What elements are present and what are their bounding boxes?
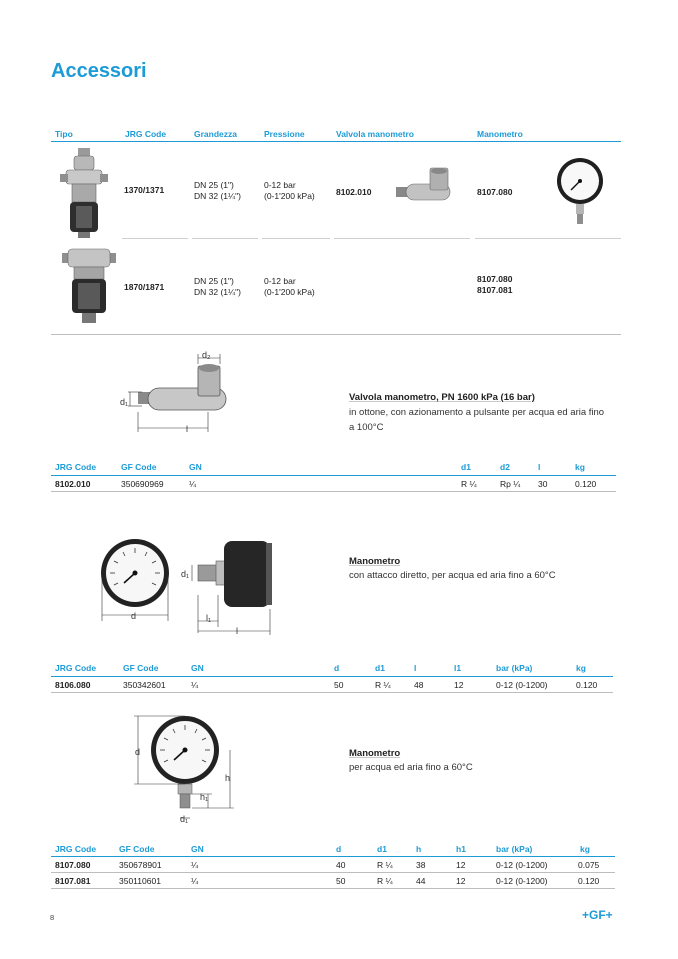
s1-row1-gf: 350690969 [121, 479, 164, 489]
section2-title: Manometro [349, 556, 401, 567]
s2-col-l1: l1 [454, 663, 462, 673]
s3-row2-jrg: 8107.081 [55, 876, 91, 886]
s2-col-jrg-code: JRG Code [55, 663, 97, 673]
s2-col-bar: bar (kPa) [496, 663, 533, 673]
s3-row2-gf: 350110601 [119, 876, 161, 886]
s1-col-l: l [538, 462, 541, 472]
section3-title: Manometro [349, 748, 401, 759]
row1-sep-4 [334, 238, 470, 239]
valve-manometer-dimension-drawing [128, 350, 238, 440]
s1-header-rule [51, 475, 616, 476]
s2-col-gf-code: GF Code [123, 663, 159, 673]
row1-sep-5 [475, 238, 621, 239]
row1-sep-3 [262, 238, 330, 239]
s3-row2-h: 44 [416, 876, 426, 886]
s2-row1-jrg: 8106.080 [55, 680, 91, 690]
pressure-gauge-image-small [555, 157, 605, 227]
s1-col-d1: d1 [461, 462, 471, 472]
s1-col-d2: d2 [500, 462, 510, 472]
col-header-tipo: Tipo [55, 129, 73, 139]
s3-row2-gn: ¼ [191, 876, 199, 886]
dim-label-d1: d₁ [181, 569, 190, 579]
s3-row1-gn: ¼ [191, 860, 199, 870]
s1-col-kg: kg [575, 462, 585, 472]
col-header-pressione: Pressione [264, 129, 305, 139]
s1-col-gf-code: GF Code [121, 462, 157, 472]
s2-row1-l: 48 [414, 680, 424, 690]
s3-col-gf-code: GF Code [119, 844, 155, 854]
s2-col-l: l [414, 663, 417, 673]
main-table-bottom-rule [51, 334, 621, 335]
s1-row1-jrg: 8102.010 [55, 479, 91, 489]
dim-label-l: l [186, 424, 188, 434]
row1-size-2: DN 32 (1¼") [194, 191, 241, 201]
s1-row1-d1: R ¼ [461, 479, 477, 489]
s3-row2-d1: R ¼ [377, 876, 393, 886]
row2-gauge-code-1: 8107.080 [477, 274, 513, 284]
s2-col-d: d [334, 663, 340, 673]
section1-description: in ottone, con azionamento a pulsante per acqua ed aria fino a 100°C [349, 407, 605, 433]
s3-row2-h1: 12 [456, 876, 466, 886]
s3-row1-rule [51, 872, 615, 873]
dim-label-d2: d₂ [202, 350, 211, 360]
header-rule [51, 141, 621, 142]
s3-col-h1: h1 [456, 844, 466, 854]
s2-col-kg: kg [576, 663, 586, 673]
s3-row1-gf: 350678901 [119, 860, 162, 870]
dim-label-d1: d₁ [120, 397, 129, 407]
s2-row1-gf: 350342601 [123, 680, 166, 690]
valve-manometer-image-small [396, 168, 458, 204]
s3-header-rule [51, 856, 615, 857]
dim-label-d: d [135, 747, 141, 757]
s2-row1-bar: 0-12 (0-1200) [496, 680, 548, 690]
row1-sep-2 [192, 238, 258, 239]
row2-size-1: DN 25 (1") [194, 276, 234, 286]
s2-header-rule [51, 676, 613, 677]
section2-description: con attacco diretto, per acqua ed aria fino a 60°C [349, 570, 556, 581]
col-header-valvola: Valvola manometro [336, 129, 414, 139]
page-number: 8 [50, 913, 55, 922]
row2-pressure-1: 0-12 bar [264, 276, 296, 286]
s2-row1-d: 50 [334, 680, 344, 690]
s1-col-jrg-code: JRG Code [55, 462, 97, 472]
s3-row2-d: 50 [336, 876, 346, 886]
s1-row1-d2: Rp ¼ [500, 479, 521, 489]
s2-row1-d1: R ¼ [375, 680, 391, 690]
s3-row2-rule [51, 888, 615, 889]
dim-label-h: h [225, 773, 231, 783]
row1-pressure-1: 0-12 bar [264, 180, 296, 190]
s1-row1-gn: ¼ [189, 479, 197, 489]
valve-product-1370-image [60, 148, 110, 238]
section1-title: Valvola manometro, PN 1600 kPa (16 bar) [349, 392, 535, 403]
s3-row1-h1: 12 [456, 860, 466, 870]
s2-row1-gn: ¼ [191, 680, 199, 690]
manometer-direct-dimension-drawing [100, 535, 280, 635]
s1-row1-l: 30 [538, 479, 548, 489]
row1-sep-1 [122, 238, 188, 239]
s3-col-d1: d1 [377, 844, 387, 854]
row1-valve-code: 8102.010 [336, 187, 372, 197]
s3-col-jrg-code: JRG Code [55, 844, 97, 854]
row1-gauge-code: 8107.080 [477, 187, 513, 197]
s1-row-rule [51, 491, 616, 492]
s1-col-gn: GN [189, 462, 202, 472]
dim-label-l1: l₁ [206, 613, 212, 623]
page-title: Accessori [51, 60, 147, 82]
valve-product-1870-image [62, 247, 116, 327]
manometer-dimension-drawing [130, 714, 240, 826]
s2-row-rule [51, 692, 613, 693]
col-header-manometro: Manometro [477, 129, 523, 139]
s3-row1-bar: 0-12 (0-1200) [496, 860, 548, 870]
row1-jrg-code: 1370/1371 [124, 185, 165, 195]
row2-pressure-2: (0-1'200 kPa) [264, 287, 315, 297]
s1-row1-kg: 0.120 [575, 479, 597, 489]
s3-row2-bar: 0-12 (0-1200) [496, 876, 548, 886]
gf-logo: +GF+ [582, 908, 613, 922]
s2-col-d1: d1 [375, 663, 385, 673]
s3-row2-kg: 0.120 [578, 876, 600, 886]
col-header-jrg-code: JRG Code [125, 129, 167, 139]
row2-size-2: DN 32 (1¼") [194, 287, 241, 297]
row1-pressure-2: (0-1'200 kPa) [264, 191, 315, 201]
s3-col-kg: kg [580, 844, 590, 854]
s3-row1-kg: 0.075 [578, 860, 600, 870]
s2-row1-kg: 0.120 [576, 680, 598, 690]
s3-row1-d: 40 [336, 860, 346, 870]
s3-col-bar: bar (kPa) [496, 844, 533, 854]
row2-jrg-code: 1870/1871 [124, 282, 165, 292]
dim-label-l: l [236, 626, 238, 636]
s3-row1-h: 38 [416, 860, 426, 870]
dim-label-d: d [131, 611, 137, 621]
s2-row1-l1: 12 [454, 680, 464, 690]
s3-col-d: d [336, 844, 342, 854]
row2-gauge-code-2: 8107.081 [477, 285, 513, 295]
s3-col-gn: GN [191, 844, 204, 854]
s3-row1-d1: R ¼ [377, 860, 393, 870]
col-header-grandezza: Grandezza [194, 129, 237, 139]
section3-description: per acqua ed aria fino a 60°C [349, 762, 473, 773]
s3-col-h: h [416, 844, 422, 854]
row1-size-1: DN 25 (1") [194, 180, 234, 190]
s2-col-gn: GN [191, 663, 204, 673]
dim-label-h1: h₁ [200, 792, 209, 802]
s3-row1-jrg: 8107.080 [55, 860, 91, 870]
dim-label-d1: d₁ [180, 814, 189, 824]
